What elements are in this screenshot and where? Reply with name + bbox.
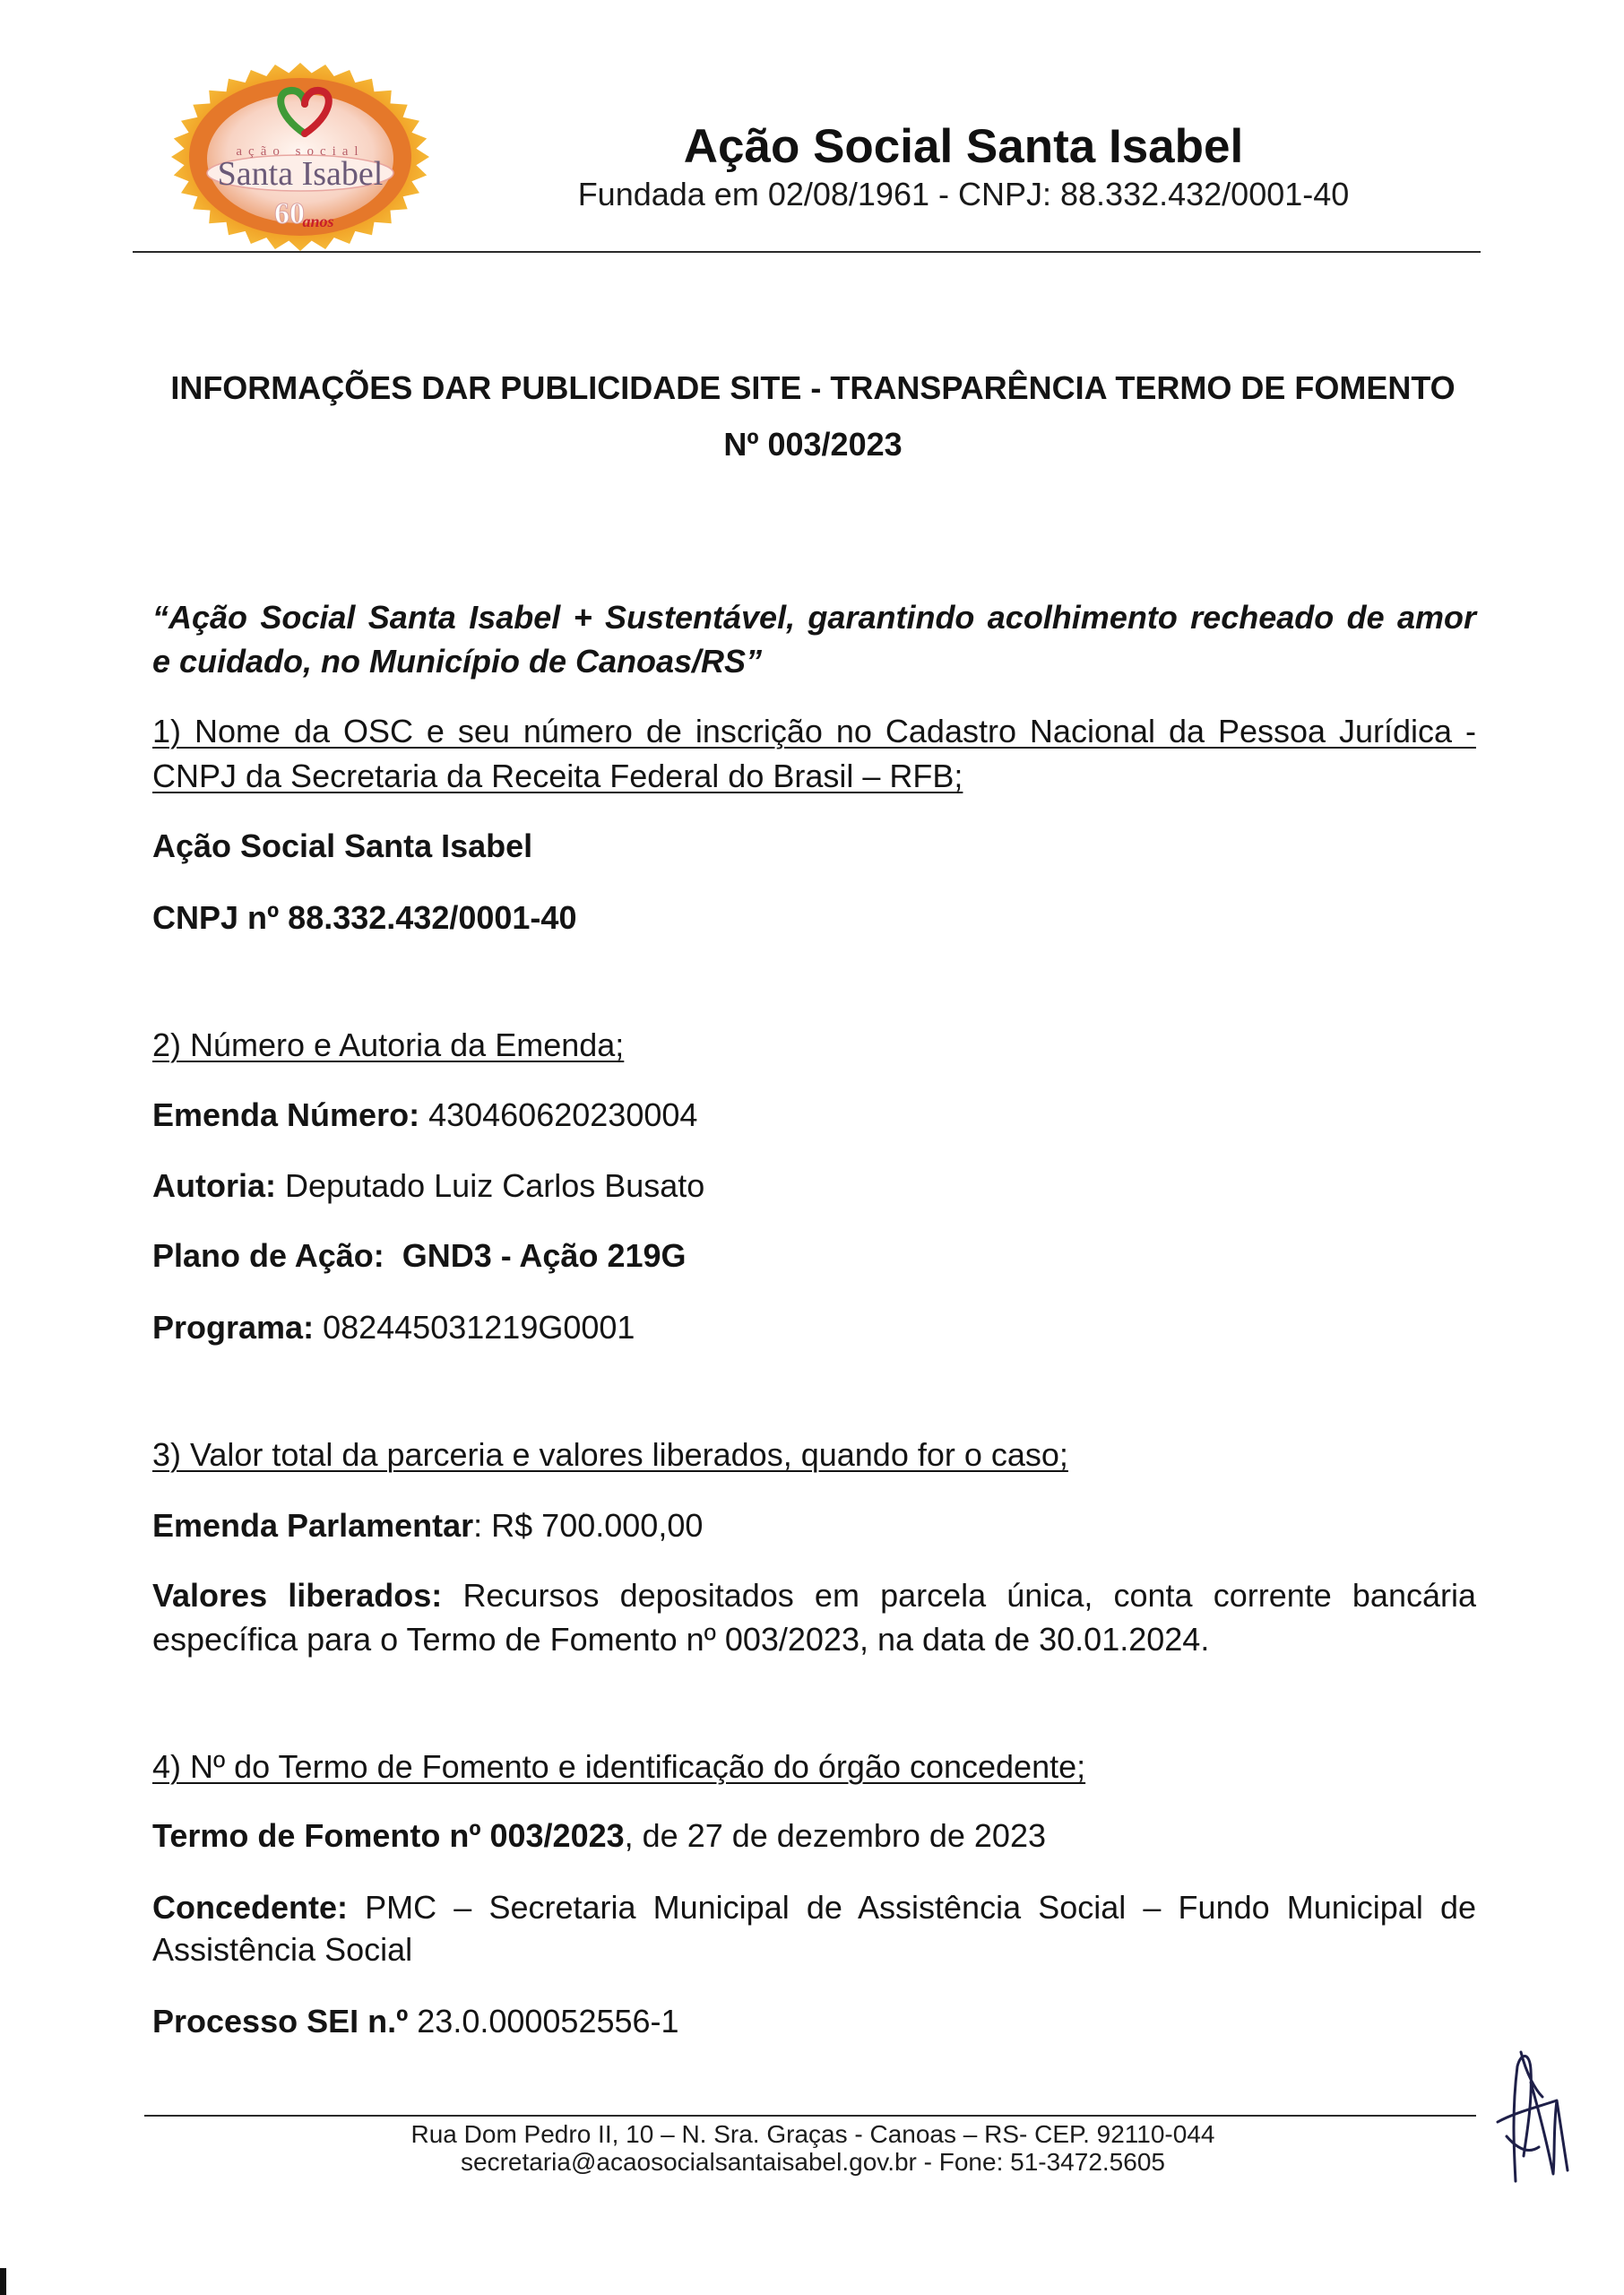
- project-quote-line-1: “Ação Social Santa Isabel + Sustentável, garantindo acolhimento recheado de amor: [152, 599, 1476, 636]
- osc-cnpj: CNPJ nº 88.332.432/0001-40: [152, 899, 577, 936]
- concedente-text-1: PMC – Secretaria Municipal de Assistência Social – Fundo Municipal de: [365, 1889, 1476, 1926]
- organization-founded-line: Fundada em 02/08/1961 - CNPJ: 88.332.432/0001-40: [577, 176, 1350, 212]
- emenda-parlamentar-row: [152, 1504, 1476, 1547]
- footer-contact: secretaria@acaosocialsantaisabel.gov.br - Fone: 51-3472.5605: [461, 2148, 1165, 2176]
- concedente-label: Concedente:: [152, 1889, 349, 1926]
- osc-name: Ação Social Santa Isabel: [152, 827, 533, 864]
- valores-liberados-text-1: Recursos depositados em parcela única, conta corrente bancária: [462, 1577, 1476, 1614]
- scan-edge-mark: [0, 2268, 6, 2295]
- document-title-line-2: Nº 003/2023: [723, 426, 903, 463]
- plano-de-acao-value: GND3 - Ação 219G: [402, 1237, 687, 1274]
- emenda-numero-row: [152, 1094, 1476, 1137]
- organization-logo: [169, 62, 431, 252]
- logo-anos-text: anos: [302, 212, 334, 230]
- autoria-value: Deputado Luiz Carlos Busato: [285, 1167, 705, 1204]
- document-title-line-1: INFORMAÇÕES DAR PUBLICIDADE SITE - TRANSPARÊNCIA TERMO DE FOMENTO: [170, 369, 1456, 406]
- logo-name-text: Santa Isabel: [217, 155, 384, 193]
- concedente-line-2: Assistência Social: [152, 1931, 413, 1968]
- signature-stroke: [1498, 2052, 1568, 2181]
- emenda-parlamentar-value: : R$ 700.000,00: [473, 1507, 704, 1544]
- section-3-heading: 3) Valor total da parceria e valores liberados, quando for o caso;: [152, 1436, 1068, 1473]
- valores-liberados-line-1: [152, 1574, 1476, 1617]
- processo-value: 23.0.000052556-1: [417, 2003, 679, 2040]
- valores-liberados-label: Valores liberados:: [152, 1577, 443, 1614]
- logo-top-text: ação social: [236, 144, 365, 159]
- programa-row: [152, 1306, 1476, 1349]
- valores-liberados-line-2: específica para o Termo de Fomento nº 003/2023, na data de 30.01.2024.: [152, 1621, 1210, 1658]
- footer-address: Rua Dom Pedro II, 10 – N. Sra. Graças - Canoas – RS- CEP. 92110-044: [410, 2120, 1215, 2148]
- project-quote-line-2: e cuidado, no Município de Canoas/RS”: [152, 643, 763, 680]
- autoria-label: Autoria:: [152, 1167, 276, 1204]
- autoria-row: [152, 1165, 1476, 1208]
- termo-value: , de 27 de dezembro de 2023: [624, 1817, 1046, 1854]
- emenda-numero-value: 430460620230004: [428, 1096, 698, 1133]
- termo-label: Termo de Fomento nº 003/2023: [152, 1817, 625, 1854]
- header-divider: [133, 251, 1481, 253]
- concedente-line-1: [152, 1886, 1476, 1929]
- termo-row: [152, 1814, 1476, 1858]
- emenda-numero-label: Emenda Número:: [152, 1096, 420, 1133]
- emenda-parlamentar-label: Emenda Parlamentar: [152, 1507, 474, 1544]
- logo-number-text: 60: [274, 197, 305, 230]
- processo-label: Processo SEI n.º: [152, 2003, 409, 2040]
- section-2-heading: 2) Número e Autoria da Emenda;: [152, 1026, 625, 1063]
- footer-divider: [144, 2115, 1476, 2117]
- programa-label: Programa:: [152, 1309, 315, 1346]
- section-4-heading: 4) Nº do Termo de Fomento e identificação do órgão concedente;: [152, 1748, 1086, 1785]
- handwritten-initials-signature: [1490, 2047, 1573, 2186]
- section-1-heading-line-2: CNPJ da Secretaria da Receita Federal do Brasil – RFB;: [152, 758, 963, 794]
- section-1-heading-line-1: 1) Nome da OSC e seu número de inscrição no Cadastro Nacional da Pessoa Jurídica -: [152, 713, 1476, 749]
- programa-value: 082445031219G0001: [323, 1309, 635, 1346]
- processo-row: [152, 2000, 1476, 2043]
- organization-name: Ação Social Santa Isabel: [683, 120, 1244, 173]
- plano-de-acao-label: Plano de Ação:: [152, 1237, 384, 1274]
- plano-de-acao-row: [152, 1234, 1476, 1277]
